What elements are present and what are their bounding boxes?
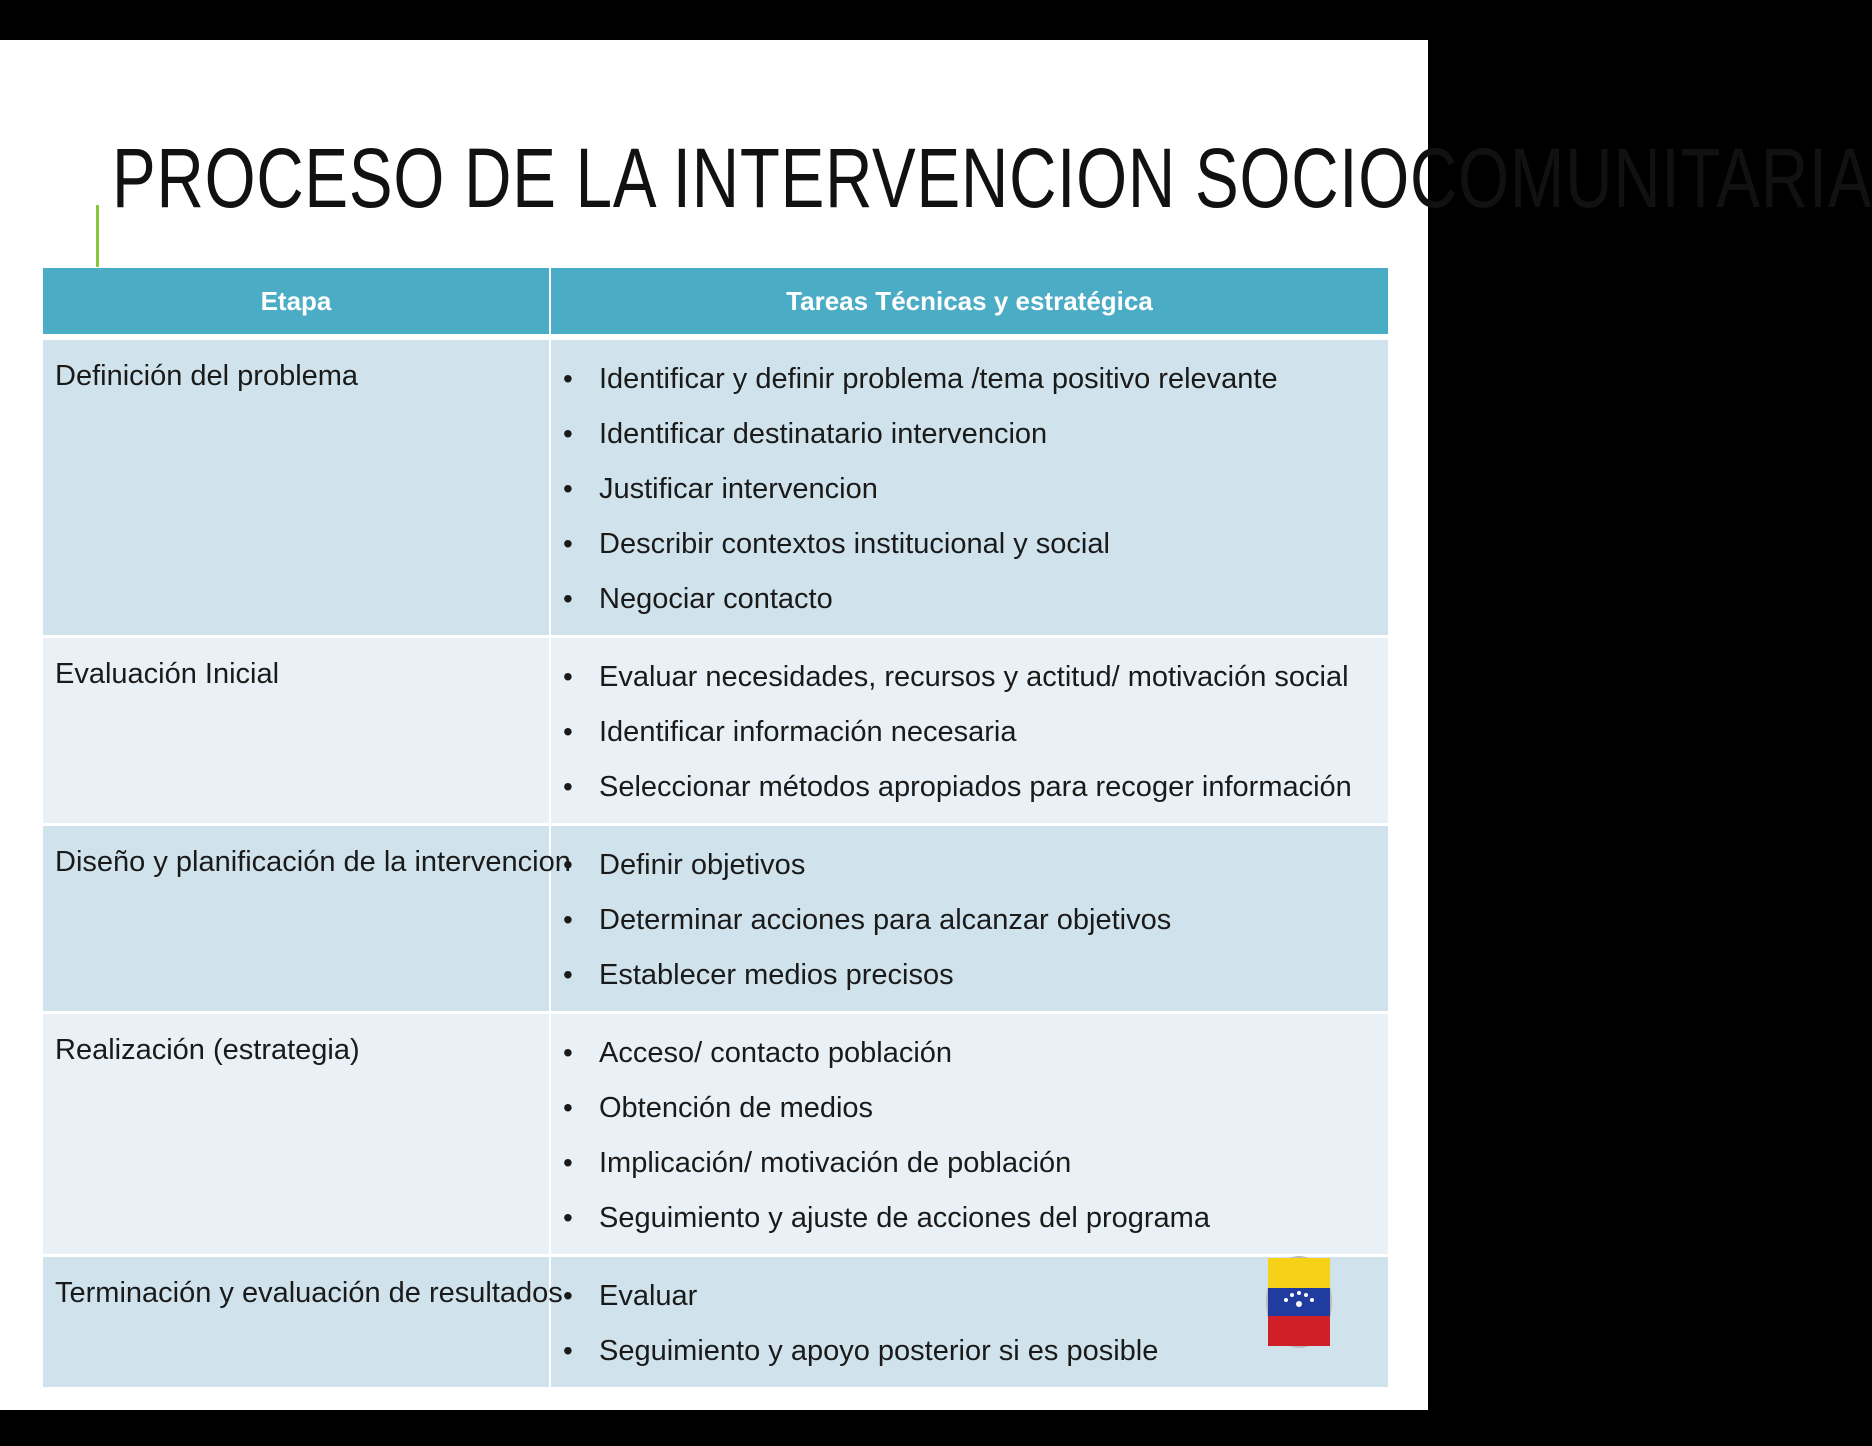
- list-item: • Seleccionar métodos apropiados para recoger información: [563, 768, 1388, 823]
- task-list: [563, 1277, 1388, 1387]
- list-item: • Determinar acciones para alcanzar objetivos: [563, 901, 1388, 956]
- title-accent-line: [96, 205, 99, 267]
- list-item: • Identificar destinatario intervencion: [563, 415, 1388, 470]
- tareas-cell: [550, 1013, 1389, 1256]
- etapa-cell: Definición del problema: [43, 337, 550, 637]
- list-item: • Seguimiento y apoyo posterior si es posible: [563, 1332, 1388, 1387]
- venezuela-flag-emblem-icon: [1268, 1258, 1330, 1346]
- list-item: • Definir objetivos: [563, 846, 1388, 901]
- process-table: [43, 268, 1390, 1390]
- list-item: • Identificar información necesaria: [563, 713, 1388, 768]
- list-item: • Negociar contacto: [563, 580, 1388, 635]
- list-item: • Evaluar: [563, 1277, 1388, 1332]
- task-list: [563, 658, 1388, 823]
- tareas-cell: [550, 337, 1389, 637]
- list-item: • Describir contextos institucional y social: [563, 525, 1388, 580]
- slide: [0, 40, 1872, 1410]
- table-row: [43, 337, 1389, 637]
- tareas-cell: [550, 825, 1389, 1013]
- tareas-cell: [550, 637, 1389, 825]
- etapa-cell: Terminación y evaluación de resultados: [43, 1256, 550, 1389]
- task-list: [563, 1034, 1388, 1254]
- list-item: • Obtención de medios: [563, 1089, 1388, 1144]
- table-row: [43, 825, 1389, 1013]
- header-tareas: Tareas Técnicas y estratégica: [550, 268, 1389, 337]
- list-item: • Justificar intervencion: [563, 470, 1388, 525]
- table-row: [43, 1256, 1389, 1389]
- list-item: • Seguimiento y ajuste de acciones del programa: [563, 1199, 1388, 1254]
- etapa-cell: Realización (estrategia): [43, 1013, 550, 1256]
- task-list: [563, 360, 1388, 635]
- table-row: [43, 1013, 1389, 1256]
- list-item: • Evaluar necesidades, recursos y actitud/ motivación social: [563, 658, 1388, 713]
- table-header-row: [43, 268, 1389, 337]
- etapa-cell: Evaluación Inicial: [43, 637, 550, 825]
- list-item: • Identificar y definir problema /tema positivo relevante: [563, 360, 1388, 415]
- slide-title: PROCESO DE LA INTERVENCION SOCIOCOMUNITARIA: [112, 131, 1872, 225]
- header-etapa: Etapa: [43, 268, 550, 337]
- table-row: [43, 637, 1389, 825]
- etapa-cell: Diseño y planificación de la intervencion: [43, 825, 550, 1013]
- list-item: • Establecer medios precisos: [563, 956, 1388, 1011]
- task-list: [563, 846, 1388, 1011]
- list-item: • Acceso/ contacto población: [563, 1034, 1388, 1089]
- tareas-cell: [550, 1256, 1389, 1389]
- list-item: • Implicación/ motivación de población: [563, 1144, 1388, 1199]
